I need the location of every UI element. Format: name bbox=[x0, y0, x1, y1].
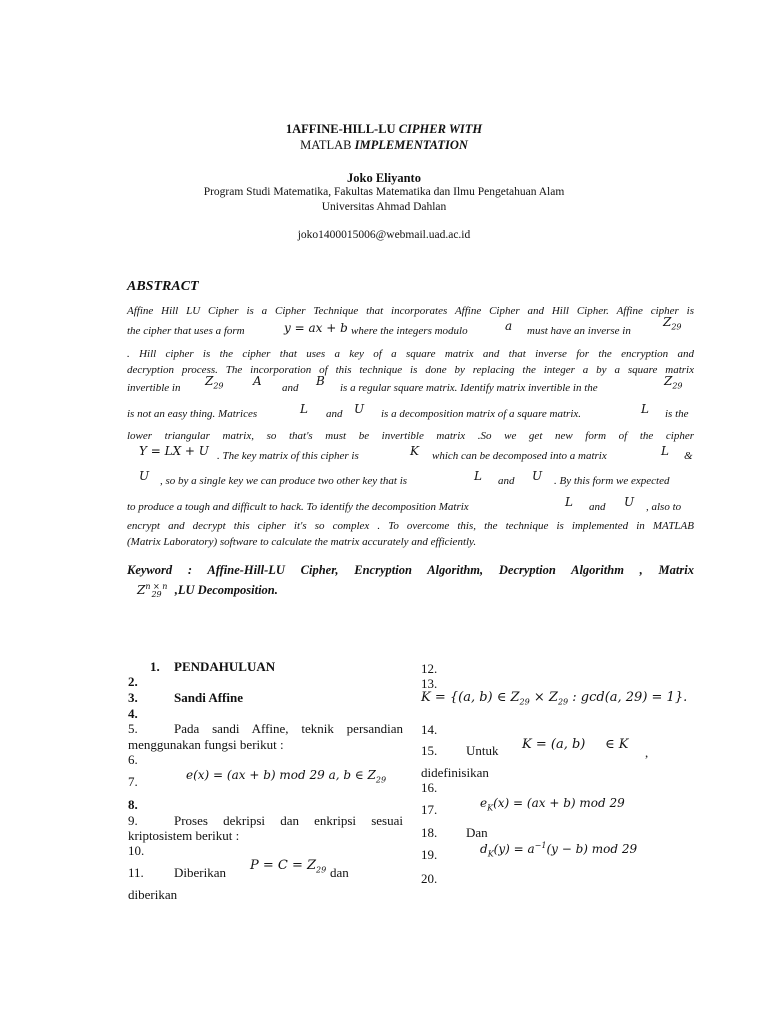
abs-l5a: invertible in bbox=[127, 382, 181, 394]
abs-l6d: is the bbox=[665, 408, 689, 420]
z29-1: $Z_{29}$ bbox=[663, 315, 682, 332]
abs-l10b: and bbox=[589, 501, 606, 513]
z29-3: $Z_{29}$ bbox=[664, 374, 683, 391]
abs-l9b: and bbox=[498, 475, 515, 487]
keyword-text: Affine-Hill-LU Cipher, Encryption Algorithm, Decryption Algorithm , Matrix bbox=[207, 563, 694, 577]
z29-2: $Z_{29}$ bbox=[205, 374, 224, 391]
abstract-line-6 bbox=[127, 402, 694, 420]
abs-l6c: is a decomposition matrix of a square matrix. bbox=[381, 408, 582, 420]
para-5-a: Pada sandi Affine, teknik persandian bbox=[174, 721, 403, 736]
var-L-3: L bbox=[661, 444, 669, 458]
line-12-number: 12. bbox=[421, 661, 438, 676]
abstract-line-11: encrypt and decrypt this cipher it's so complex . To overcome this, the technique is implemented in MATLAB bbox=[127, 520, 694, 532]
title-line1-a: 1AFFINE-HILL-LU bbox=[285, 122, 399, 136]
formula-P-C-Z29: $P = C = Z_{29}$ bbox=[250, 858, 327, 875]
paper-title-line2 bbox=[0, 138, 768, 153]
line-8-number: 8. bbox=[128, 797, 138, 812]
formula-encrypt: $e_K(x) = (ax + b)$ mod 29 bbox=[480, 796, 625, 813]
keyword-label: Keyword : bbox=[127, 563, 193, 577]
keyword-tail: ,LU Decomposition. bbox=[174, 583, 278, 597]
abs-l9a: , so by a single key we can produce two other key that is bbox=[160, 475, 408, 487]
var-L-5: L bbox=[565, 495, 573, 509]
line-19-number: 19. bbox=[421, 847, 438, 862]
abstract-line-2 bbox=[127, 315, 694, 337]
para-15-b: didefinisikan bbox=[421, 765, 489, 780]
title-line1-b: CIPHER WITH bbox=[398, 122, 483, 136]
abs-l9c: . By this form we expected bbox=[554, 475, 670, 487]
line-3-number: 3. bbox=[128, 690, 138, 705]
line-5-number: 5. bbox=[128, 721, 138, 736]
formula-y-ax-b: y = ax + b bbox=[284, 321, 348, 335]
line-7-number: 7. bbox=[128, 774, 138, 789]
affiliation-2: Universitas Ahmad Dahlan bbox=[321, 201, 447, 213]
abs-l6a: is not an easy thing. Matrices bbox=[127, 408, 258, 420]
var-L-2: L bbox=[641, 402, 649, 416]
var-a: a bbox=[505, 319, 513, 333]
para-18: Dan bbox=[466, 825, 488, 840]
formula-decrypt: $d_K(y) = a^{-1}(y - b)$ mod 29 bbox=[480, 841, 638, 859]
var-U-2: U bbox=[139, 469, 150, 483]
abstract-line-12: (Matrix Laboratory) software to calculate the matrix accurately and efficiently. bbox=[127, 536, 477, 548]
heading-sandi-affine: Sandi Affine bbox=[174, 690, 243, 705]
abs-amp: & bbox=[684, 450, 693, 462]
line-16-number: 16. bbox=[421, 780, 438, 795]
abs-l5c: is a regular square matrix. Identify matrix invertible in the bbox=[340, 382, 598, 394]
formula-affine-encrypt: e(x) = (ax + b) mod 29 a, b ∈ $Z_{29}$ bbox=[186, 768, 387, 785]
para-5-b: menggunakan fungsi berikut : bbox=[128, 737, 284, 752]
line-20-number: 20. bbox=[421, 871, 438, 886]
line-15-number: 15. bbox=[421, 743, 438, 758]
line-14-number: 14. bbox=[421, 722, 438, 737]
z29-nxn: $Z^{n \times n}_{29}$ bbox=[137, 582, 168, 600]
formula-in-K: ∈ K bbox=[605, 737, 629, 752]
var-L-4: L bbox=[474, 469, 482, 483]
line-6-number: 6. bbox=[128, 752, 138, 767]
heading-pendahuluan: PENDAHULUAN bbox=[174, 659, 276, 674]
abstract-line-10 bbox=[127, 495, 694, 513]
para-9-a: Proses dekripsi dan enkripsi sesuai bbox=[174, 813, 403, 828]
line-10-number: 10. bbox=[128, 843, 145, 858]
line-11-number: 11. bbox=[128, 865, 144, 880]
line-18-number: 18. bbox=[421, 825, 438, 840]
para-11-c: diberikan bbox=[128, 887, 178, 902]
abstract-line-1: Affine Hill LU Cipher is a Cipher Technique that incorporates Affine Cipher and Hill Cipher. Affine cipher is bbox=[127, 305, 694, 317]
abs-l5b: and bbox=[282, 382, 299, 394]
var-K: K bbox=[410, 444, 419, 458]
heading-1-number: 1. bbox=[150, 659, 160, 674]
abs-l10c: , also to bbox=[646, 501, 682, 513]
formula-Y-LX-U: Y = LX + U bbox=[139, 444, 209, 458]
abs-l2b: where the integers modulo bbox=[351, 325, 468, 337]
abstract-line-5 bbox=[127, 374, 694, 394]
abs-l6b: and bbox=[326, 408, 343, 420]
var-A: A bbox=[253, 374, 262, 388]
var-U-1: U bbox=[354, 402, 365, 416]
abstract-line-4: decryption process. The incorporation of this technique is done by replacing the integer a by a square matrix bbox=[127, 364, 694, 376]
line-9-number: 9. bbox=[128, 813, 138, 828]
line-4-number: 4. bbox=[128, 706, 138, 721]
author-name: Joko Eliyanto bbox=[347, 171, 421, 185]
var-U-3: U bbox=[532, 469, 543, 483]
abs-l8a: . The key matrix of this cipher is bbox=[217, 450, 359, 462]
var-B: B bbox=[316, 374, 325, 388]
para-11-a: Diberikan bbox=[174, 865, 226, 880]
paper-title-line1 bbox=[0, 122, 768, 137]
var-U-4: U bbox=[624, 495, 635, 509]
abstract-line-3: . Hill cipher is the cipher that uses a key of a square matrix and that inverse for the encryption and bbox=[127, 348, 694, 360]
author-email: joko1400015006@webmail.uad.ac.id bbox=[297, 229, 471, 241]
formula-K-ab: K = (a, b) bbox=[522, 737, 586, 752]
abstract-line-7: lower triangular matrix, so that's must be invertible matrix .So we get new form of the cipher bbox=[127, 430, 694, 442]
var-L-1: L bbox=[300, 402, 308, 416]
keyword-line-2 bbox=[137, 582, 278, 599]
abs-l2c: must have an inverse in bbox=[527, 325, 631, 337]
comma: , bbox=[645, 745, 649, 760]
abs-l2a: the cipher that uses a form bbox=[127, 325, 245, 337]
line-13-number: 13. bbox=[421, 676, 438, 691]
keyword-line bbox=[127, 563, 694, 578]
formula-key-space: K = {(a, b) ∈ $Z_{29} \times Z_{29}$ : gcd(a, 29) = 1}. bbox=[421, 690, 688, 707]
para-15: Untuk bbox=[466, 743, 499, 758]
para-9-b: kriptosistem berikut : bbox=[128, 828, 240, 843]
abs-l8b: which can be decomposed into a matrix bbox=[432, 450, 607, 462]
affiliation-1: Program Studi Matematika, Fakultas Matematika dan Ilmu Pengetahuan Alam bbox=[203, 186, 565, 198]
para-11-b: dan bbox=[330, 865, 349, 880]
line-2-number: 2. bbox=[128, 674, 138, 689]
line-17-number: 17. bbox=[421, 802, 438, 817]
abs-l10a: to produce a tough and difficult to hack. To identify the decomposition Matrix bbox=[127, 501, 469, 513]
abstract-heading: ABSTRACT bbox=[127, 279, 199, 294]
title-line2-b: IMPLEMENTATION bbox=[354, 138, 468, 152]
title-line2-a: MATLAB bbox=[300, 138, 355, 152]
